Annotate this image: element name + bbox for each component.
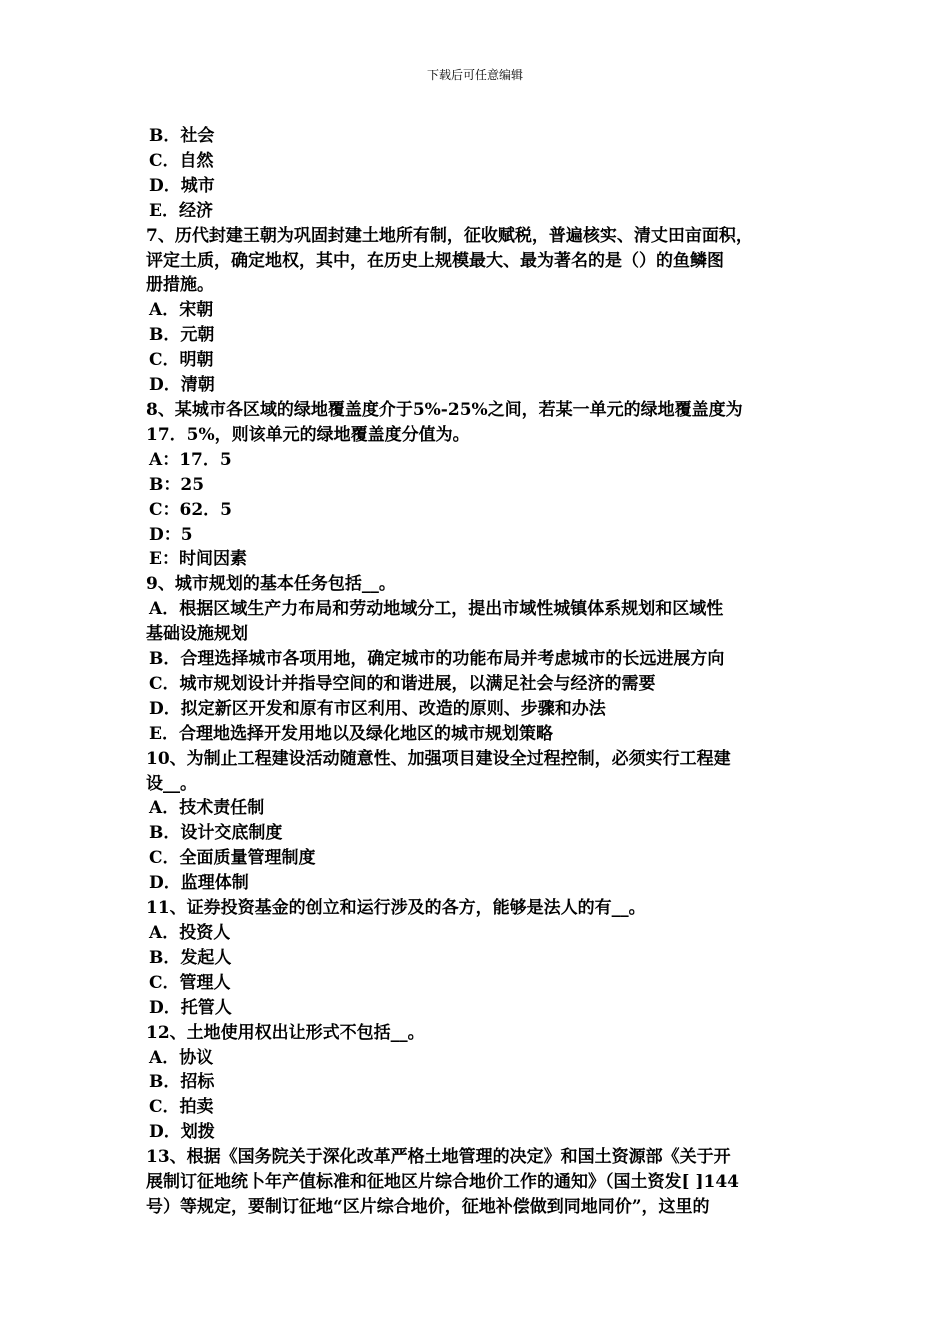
answer-option: A．宋朝 xyxy=(149,300,214,321)
answer-option: A．根据区域生产力布局和劳动地域分工，提出市域性城镇体系规划和区域性 xyxy=(149,599,724,620)
answer-option: C．全面质量管理制度 xyxy=(149,848,316,869)
answer-option: A．投资人 xyxy=(149,923,231,943)
question-text: 9、城市规划的基本任务包括__。 xyxy=(146,574,396,595)
question-text: 13、根据《国务院关于深化改革严格土地管理的决定》和国土资源部《关于开 xyxy=(146,1147,731,1168)
answer-option: B：25 xyxy=(149,474,205,495)
answer-option: B．设计交底制度 xyxy=(149,823,283,844)
answer-option: E：时间因素 xyxy=(149,549,247,570)
question-text: 号）等规定，要制订征地“区片综合地价，征地补偿做到同地同价”，这里的 xyxy=(146,1196,710,1217)
answer-option: C．管理人 xyxy=(149,972,231,993)
answer-option: B．招标 xyxy=(149,1072,215,1093)
answer-option: D．监理体制 xyxy=(149,873,249,894)
answer-option: C．城市规划设计并指导空间的和谐进展，以满足社会与经济的需要 xyxy=(149,673,656,694)
answer-option: B．社会 xyxy=(149,126,215,146)
answer-option: A．协议 xyxy=(149,1047,214,1068)
page-header: 下载后可任意编辑 xyxy=(426,68,523,82)
answer-option: D．清朝 xyxy=(149,375,215,396)
answer-option: C．拍卖 xyxy=(149,1097,214,1118)
question-text: 8、某城市各区域的绿地覆盖度介于5%-25%之间，若某一单元的绿地覆盖度为 xyxy=(146,399,743,420)
answer-option: A：17．5 xyxy=(149,449,232,470)
question-text: 12、土地使用权出让形式不包括__。 xyxy=(146,1022,425,1043)
answer-option: D．城市 xyxy=(149,175,215,196)
answer-option: B．发起人 xyxy=(149,947,232,968)
answer-option: A．技术责任制 xyxy=(149,798,265,819)
answer-option: B．合理选择城市各项用地，确定城市的功能布局并考虑城市的长远进展方向 xyxy=(149,649,725,670)
question-text: 册措施。 xyxy=(146,275,214,296)
answer-option: C．明朝 xyxy=(149,350,214,371)
question-text: 展制订征地统卜年产值标准和征地区片综合地价工作的通知》（国土资发[ ]144 xyxy=(146,1172,739,1193)
answer-option: D．划拨 xyxy=(149,1122,215,1143)
question-text: 基础设施规划 xyxy=(146,624,248,645)
answer-option: D．拟定新区开发和原有市区利用、改造的原则、步骤和办法 xyxy=(149,698,606,719)
question-text: 10、为制止工程建设活动随意性、加强项目建设全过程控制，必须实行工程建 xyxy=(146,748,731,769)
answer-option: C：62．5 xyxy=(149,499,233,520)
question-text: 17．5%，则该单元的绿地覆盖度分值为。 xyxy=(146,424,470,445)
answer-option: E．经济 xyxy=(149,200,213,221)
answer-option: D：5 xyxy=(149,524,193,545)
question-text: 7、历代封建王朝为巩固封建土地所有制，征收赋税，普遍核实、清丈田亩面积， xyxy=(146,225,753,246)
answer-option: E．合理地选择开发用地以及绿化地区的城市规划策略 xyxy=(149,723,553,744)
question-text: 设__。 xyxy=(146,773,197,794)
question-text: 评定土质，确定地权，其中，在历史上规模最大、最为著名的是（）的鱼鳞图 xyxy=(146,250,724,271)
document-body xyxy=(146,124,816,1220)
answer-option: B．元朝 xyxy=(149,325,215,346)
answer-option: D．托管人 xyxy=(149,997,232,1018)
question-text: 11、证券投资基金的创立和运行涉及的各方，能够是法人的有__。 xyxy=(146,898,646,919)
answer-option: C．自然 xyxy=(149,150,214,171)
